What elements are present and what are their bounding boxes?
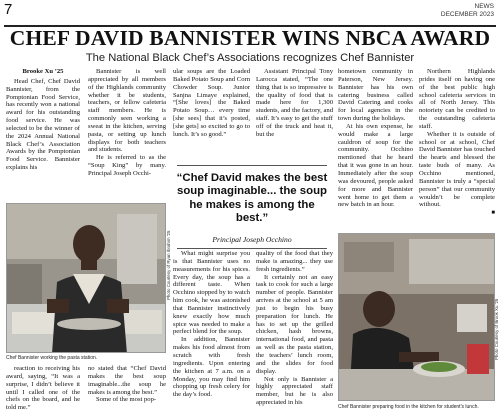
article-column-1 [6, 68, 80, 172]
subheadline: The National Black Chef’s Associations recognizes Chef Bannister [85, 52, 415, 64]
photo-chef-kitchen [338, 233, 495, 401]
article-column-2-continued [88, 365, 166, 404]
photo-credit-right: Photo Courtesy of Brook Xu '25 [494, 298, 499, 360]
article-column-4 [256, 68, 333, 139]
paragraph: He is referred to as the “Soup King” by many. Principal Joseph Occhi- [88, 154, 166, 177]
article-column-2 [88, 68, 166, 178]
page-number: 7 [4, 1, 13, 18]
end-mark-wrap [419, 209, 495, 218]
kitchen-photo-illustration [339, 234, 495, 401]
paragraph: In addition, Bannister makes his food almost from scratch with fresh ingredients. Upon entering the kitchen at 7 a.m. on a Monday, you may find him chopping up fresh celery for the day’s food. [173, 336, 250, 399]
section-info [441, 3, 494, 19]
article-column-3-continued [173, 250, 250, 399]
issue-date: DECEMBER 2023 [440, 11, 494, 18]
paragraph: At his own expense, he would make a large cauldron of soup for the community. Occhino mentioned that he heard that it was gone in an hour. Immediately after the soup was devoured, people asked for more and Bannister went home to get them a new batch in an hour. [338, 122, 413, 209]
pull-quote [174, 165, 330, 249]
article-column-5 [338, 68, 413, 209]
paragraph: hometown community in Paterson, New Jersey. Bannister has his own catering business called David Catering and cooks for local agencies in the town during the holidays. [338, 68, 413, 123]
paragraph: Head Chef, Chef David Bannister, from the Pomptonian Food Service, has recently won a national award for his outstanding food service. He was selected to be the winner of the 2024 Annual National Black Chef’s Association Awards by the Pomptonian Food Service. Bannister explains his [6, 77, 80, 172]
paragraph: quality of the food that they make is amazing... they use fresh ingredients.” [256, 250, 333, 273]
pull-quote-text: “Chef David makes the best soup imaginable... the soup he makes is among the best.” [176, 172, 328, 225]
photo-credit-left: Photo Courtesy of Ryan Ibrahim '25 [166, 230, 171, 300]
photo-caption-right: Chef Bannister preparing food in the kitchen for student's lunch. [338, 404, 479, 410]
paragraph: It certainly not an easy task to cook for such a large number of people. Bannister arrives at the school at 5 am just to begin his busy preparation for lunch. He has to set up the grilled chicken, hash browns, international food, and pasta as well as the pasta station, the teachers’ lunch room, and the slides for food display. [256, 273, 333, 375]
chef-photo-illustration [7, 204, 166, 353]
paragraph: Some of the most pop- [96, 396, 157, 404]
photo-chef-pasta-station [6, 203, 166, 353]
article-column-6 [419, 68, 495, 218]
paragraph: no stated that “Chef David makes the best soup imaginable...the soup he makes is among the best.” [88, 365, 166, 396]
pull-quote-rule-bottom [177, 248, 327, 249]
article-column-4-continued [256, 250, 333, 407]
paragraph: Not only is Bannister a highly appreciated staff member, but he is also appreciated in his [256, 375, 333, 407]
photo-caption-left: Chef Bannister working the pasta station. [6, 355, 98, 361]
paragraph: ular soups are the Loaded Baked Potato Soup and Corn Chowder Soup. Junior Sanjna Limaye explained, “[She loves] the Baked Potato Soup… every time [she sees] that it’s posted, [she gets] so excited to go to lunch. It’s so good.” [173, 68, 250, 138]
article-column-3 [173, 68, 250, 139]
paragraph: Northern Highlands prides itself on having one of the best public high school cafeteria services in all of North Jersey. This notoriety can be credited to the outstanding cafeteria staff. [419, 68, 495, 130]
byline: Brooke Xu ’25 [22, 68, 64, 75]
pull-quote-attribution: Principal Joseph Occhino [212, 234, 292, 244]
paragraph: Assistant Principal Tony Larocca stated, “The one thing that is so impressive is the quality of food that is made here for 1,300 students, and the factory, and staff. It’s easy to get the stuff off of the truck and heat it, but the [256, 68, 333, 138]
section-name: NEWS [474, 3, 494, 10]
paragraph: Bannister is well appreciated by all members of the Highlands community whether it be students, teachers, or fellow cafeteria staff members. He is commonly seen working a sweat in the kitchen, serving pasta, or setting up lunch displays for both teachers and students. [88, 68, 166, 154]
paragraph: Whether it is outside of school or at school, Chef David Bannister has touched the hearts and blessed the taste buds of many. As Occhino mentioned, Bannister is truly a “special person” that our community wouldn’t be complete without. [419, 130, 495, 209]
paragraph: What might surprise you is that Bannister uses no measurements for his spices. Every day, the soup has a different taste. When Occhino stopped by to watch him cook, he was astonished that Bannister instinctively knew exactly how much spice was needed to make a perfect blend for the soup. [173, 250, 250, 336]
paragraph: reaction to receiving his award, saying, “It was a surprise, I didn’t believe it until I called one of the chefs on the board, and he told me.” [6, 365, 80, 412]
end-mark: ■ [491, 210, 495, 217]
article-column-1-continued [6, 365, 80, 412]
headline: CHEF DAVID BANNISTER WINS NBCA AWARD [9, 26, 491, 50]
pull-quote-rule-top [177, 165, 327, 166]
